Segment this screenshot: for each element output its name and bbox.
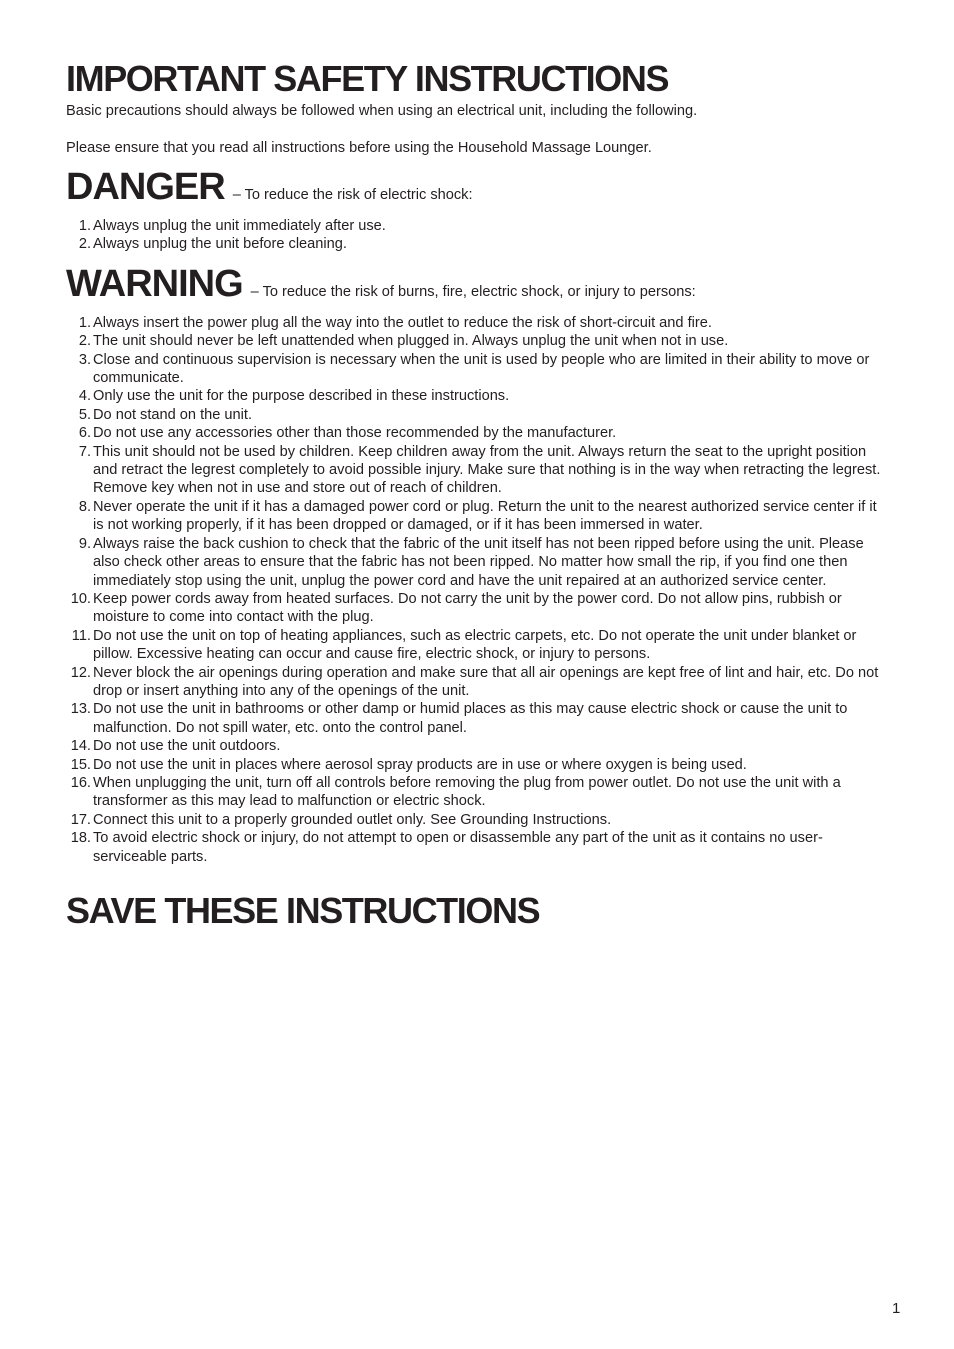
page-content bbox=[66, 56, 888, 934]
item-text: Keep power cords away from heated surfaces. Do not carry the unit by the power cord. Do not allow pins, rubbish or moisture to come into contact with the plug. bbox=[93, 590, 842, 626]
warning-heading bbox=[66, 262, 888, 314]
danger-heading bbox=[66, 165, 888, 217]
item-number: 8. bbox=[78, 498, 91, 515]
item-number: 1. bbox=[78, 314, 91, 331]
list-item bbox=[66, 235, 888, 253]
warning-subtitle: – To reduce the risk of burns, fire, electric shock, or injury to persons: bbox=[250, 283, 696, 300]
item-text: Do not stand on the unit. bbox=[93, 406, 253, 423]
item-text: Do not use the unit outdoors. bbox=[93, 738, 281, 755]
item-number: 13. bbox=[70, 701, 91, 718]
list-item bbox=[66, 774, 888, 811]
item-number: 17. bbox=[70, 811, 91, 828]
item-text: Always unplug the unit before cleaning. bbox=[93, 236, 347, 253]
item-number: 7. bbox=[78, 443, 91, 460]
item-text: Only use the unit for the purpose described in these instructions. bbox=[93, 388, 510, 405]
list-item bbox=[66, 756, 888, 774]
list-item bbox=[66, 332, 888, 350]
item-number: 6. bbox=[78, 425, 91, 442]
page-number: 1 bbox=[892, 1300, 901, 1317]
item-text: Never operate the unit if it has a damaged power cord or plug. Return the unit to the nearest authorized service center if it is not working properly, if it has been dropped or damaged, or if it has been immersed in water. bbox=[93, 498, 877, 534]
item-text: To avoid electric shock or injury, do not attempt to open or disassemble any part of the unit as it contains no user-serviceable parts. bbox=[93, 830, 823, 865]
item-text: Do not use the unit on top of heating appliances, such as electric carpets, etc. Do not operate the unit under blanket or pillow. Excessive heating can occur and cause fire, electric shock, or injury to persons. bbox=[93, 627, 857, 663]
list-item bbox=[66, 406, 888, 424]
list-item bbox=[66, 314, 888, 332]
item-number: 14. bbox=[70, 738, 91, 755]
list-item bbox=[66, 590, 888, 627]
item-text: Never block the air openings during operation and make sure that all air openings are kept free of lint and hair, etc. Do not drop or insert anything into any of the openings of the unit. bbox=[93, 664, 879, 699]
item-number: 18. bbox=[70, 830, 91, 847]
list-item bbox=[66, 351, 888, 388]
save-instructions-title: SAVE THESE INSTRUCTIONS bbox=[66, 890, 540, 931]
danger-subtitle: – To reduce the risk of electric shock: bbox=[232, 187, 473, 203]
item-number: 2. bbox=[78, 333, 91, 350]
item-text: Always unplug the unit immediately after use. bbox=[93, 218, 386, 234]
intro-paragraph: Please ensure that you read all instructions before using the Household Massage Lounger. bbox=[66, 140, 652, 156]
list-item bbox=[66, 424, 888, 442]
danger-title: DANGER bbox=[66, 166, 225, 208]
item-number: 4. bbox=[78, 388, 91, 405]
warning-title: WARNING bbox=[66, 262, 243, 305]
list-item bbox=[66, 498, 888, 535]
item-text: Close and continuous supervision is necessary when the unit is used by people who are limited in their ability to move or communicate. bbox=[93, 351, 870, 387]
list-item bbox=[66, 737, 888, 755]
item-text: Do not use the unit in bathrooms or other damp or humid places as this may cause electric shock or cause the unit to malfunction. Do not spill water, etc. onto the control panel. bbox=[93, 701, 848, 736]
item-number: 16. bbox=[70, 774, 91, 791]
list-item bbox=[66, 387, 888, 405]
item-number: 5. bbox=[78, 406, 91, 423]
warning-list bbox=[66, 314, 888, 866]
list-item bbox=[66, 700, 888, 737]
list-item bbox=[66, 811, 888, 829]
list-item bbox=[66, 535, 888, 590]
item-number: 15. bbox=[70, 756, 91, 773]
list-item bbox=[66, 627, 888, 664]
item-text: This unit should not be used by children. Keep children away from the unit. Always return the seat to the upright position and retract the legrest completely to avoid possible injury. Make sure that nothing is in the way when retracting the legrest. Remove key when not in use and store out of reach of children. bbox=[93, 443, 881, 497]
item-number: 11. bbox=[71, 627, 91, 644]
item-text: Always raise the back cushion to check that the fabric of the unit itself has not been ripped before using the unit. Please also check other areas to ensure that the fabric has not been ripped. No matter how small the rip, if you find one then immediately stop using the unit, unplug the power cord and have the unit repaired at an authorized service center. bbox=[93, 535, 864, 589]
item-text: Connect this unit to a properly grounded outlet only. See Grounding Instructions. bbox=[93, 811, 612, 828]
list-item bbox=[66, 664, 888, 701]
item-number: 12. bbox=[70, 664, 91, 681]
item-number: 10. bbox=[70, 590, 91, 607]
item-number: 2. bbox=[78, 236, 91, 253]
item-text: Do not use any accessories other than those recommended by the manufacturer. bbox=[93, 425, 617, 442]
item-text: Do not use the unit in places where aerosol spray products are in use or where oxygen is being used. bbox=[93, 756, 747, 773]
list-item bbox=[66, 443, 888, 498]
item-number: 1. bbox=[78, 218, 91, 234]
list-item bbox=[66, 217, 888, 235]
item-text: The unit should never be left unattended when plugged in. Always unplug the unit when not in use. bbox=[93, 333, 729, 350]
list-item bbox=[66, 829, 888, 866]
danger-list bbox=[66, 217, 888, 254]
item-number: 9. bbox=[78, 535, 91, 552]
item-text: Always insert the power plug all the way into the outlet to reduce the risk of short-circuit and fire. bbox=[93, 314, 712, 331]
page-title: IMPORTANT SAFETY INSTRUCTIONS bbox=[66, 58, 669, 99]
item-text: When unplugging the unit, turn off all controls before removing the plug from power outlet. Do not use the unit with a transformer as this may lead to malfunction or electric shock. bbox=[93, 774, 841, 810]
item-number: 3. bbox=[78, 351, 91, 368]
intro-paragraph: Basic precautions should always be followed when using an electrical unit, including the following. bbox=[66, 103, 698, 119]
